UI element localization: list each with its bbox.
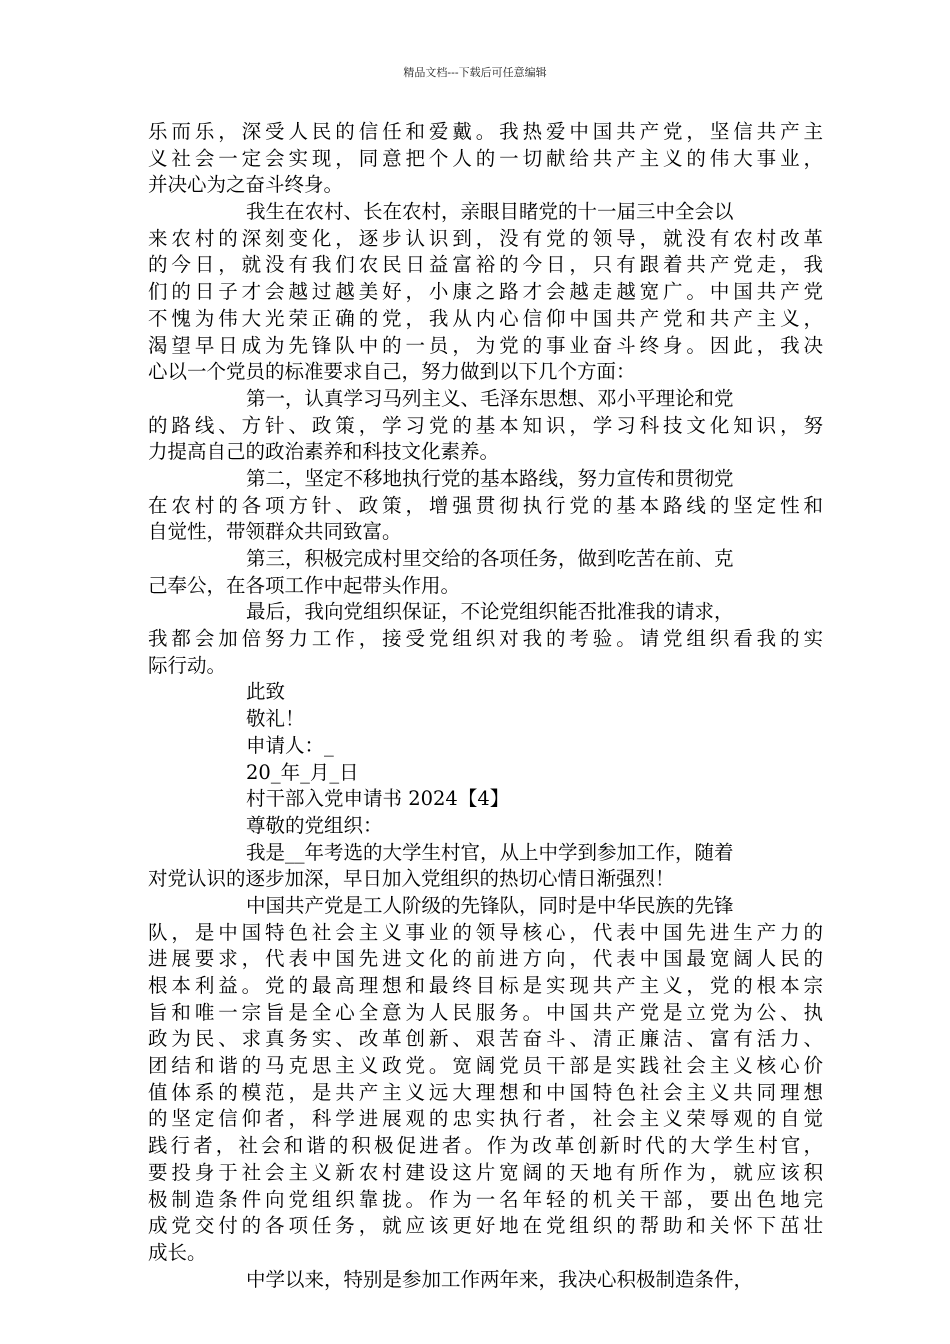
text-line: 此致 <box>246 680 286 704</box>
text-line: 义社会一定会实现，同意把个人的一切献给共产主义的伟大事业， <box>148 146 823 170</box>
text-line: 进展要求，代表中国先进文化的前进方向，代表中国最宽阔人民的 <box>148 947 823 971</box>
text-line: 的今日，就没有我们农民日益富裕的今日，只有跟着共产党走，我 <box>148 253 823 277</box>
text-line: 最后，我向党组织保证，不论党组织能否批准我的请求， <box>246 600 734 624</box>
text-line: 第一，认真学习马列主义、毛泽东思想、邓小平理论和党 <box>246 386 734 410</box>
text-line: 来农村的深刻变化，逐步认识到，没有党的领导，就没有农村改革 <box>148 226 823 250</box>
text-line: 成长。 <box>148 1240 207 1264</box>
document-body <box>148 119 823 1293</box>
text-line: 心以一个党员的标准要求自己，努力做到以下几个方面： <box>148 360 636 384</box>
text-line: 第二，坚定不移地执行党的基本路线，努力宣传和贯彻党 <box>246 466 734 490</box>
text-line: 际行动。 <box>148 653 227 677</box>
text-line: 中国共产党是工人阶级的先锋队，同时是中华民族的先锋 <box>246 893 734 917</box>
text-line: 根本利益。党的最高理想和最终目标是实现共产主义，党的根本宗 <box>148 974 823 997</box>
text-line: 自觉性，带领群众共同致富。 <box>148 520 402 544</box>
text-line: 并决心为之奋斗终身。 <box>148 173 344 197</box>
text-line: 力提高自己的政治素养和科技文化素养。 <box>148 440 500 464</box>
text-line: 践行者，社会和谐的积极促进者。作为改革创新时代的大学生村官， <box>148 1134 823 1158</box>
text-line: 值体系的模范，是共产主义远大理想和中国特色社会主义共同理想 <box>148 1080 823 1104</box>
text-line: 我是__年考选的大学生村官，从上中学到参加工作，随着 <box>246 840 734 864</box>
text-line: 们的日子才会越过越美好，小康之路才会越走越宽广。中国共产党 <box>148 280 823 304</box>
text-line: 极制造条件向党组织靠拢。作为一名年轻的机关干部，要出色地完 <box>148 1187 823 1211</box>
text-line: 对党认识的逐步加深，早日加入党组织的热切心情日渐强烈！ <box>148 867 675 891</box>
text-line: 团结和谐的马克思主义政党。宽阔党员干部是实践社会主义核心价 <box>148 1054 823 1078</box>
text-line: 我生在农村、长在农村，亲眼目睹党的十一届三中全会以 <box>246 200 734 224</box>
text-line: 尊敬的党组织： <box>246 813 383 837</box>
text-line: 队，是中国特色社会主义事业的领导核心，代表中国先进生产力的 <box>148 920 823 944</box>
text-line: 旨和唯一宗旨是全心全意为人民服务。中国共产党是立党为公、执 <box>148 1000 823 1024</box>
text-line: 第三，积极完成村里交给的各项任务，做到吃苦在前、克 <box>246 547 734 570</box>
text-line: 不愧为伟大光荣正确的党，我从内心信仰中国共产党和共产主义， <box>148 306 823 330</box>
text-line: 的路线、方针、政策，学习党的基本知识，学习科技文化知识，努 <box>148 413 823 437</box>
text-line: 己奉公，在各项工作中起带头作用。 <box>148 573 461 597</box>
text-line: 的坚定信仰者，科学进展观的忠实执行者，社会主义荣辱观的自觉 <box>148 1107 823 1131</box>
page-header: 精品文档---下载后可任意编辑 <box>403 66 547 79</box>
text-line: 政为民、求真务实、改革创新、艰苦奋斗、清正廉洁、富有活力、 <box>148 1027 823 1051</box>
text-line: 成党交付的各项任务，就应该更好地在党组织的帮助和关怀下茁壮 <box>148 1214 823 1238</box>
text-line: 敬礼！ <box>246 707 305 731</box>
text-line: 中学以来，特别是参加工作两年来，我决心积极制造条件， <box>246 1267 754 1291</box>
text-line: 乐而乐，深受人民的信任和爱戴。我热爱中国共产党，坚信共产主 <box>148 120 823 143</box>
text-line: 在农村的各项方针、政策，增强贯彻执行党的基本路线的坚定性和 <box>148 493 823 517</box>
text-line: 我都会加倍努力工作，接受党组织对我的考验。请党组织看我的实 <box>148 627 823 651</box>
text-line: 渴望早日成为先锋队中的一员，为党的事业奋斗终身。因此，我决 <box>148 333 823 357</box>
text-line: 申请人：_ <box>246 733 334 757</box>
text-line: 要投身于社会主义新农村建设这片宽阔的天地有所作为，就应该积 <box>148 1160 823 1184</box>
text-line: 20_年_月_日 <box>246 760 359 784</box>
text-line: 村干部入党申请书 2024【4】 <box>246 787 510 811</box>
